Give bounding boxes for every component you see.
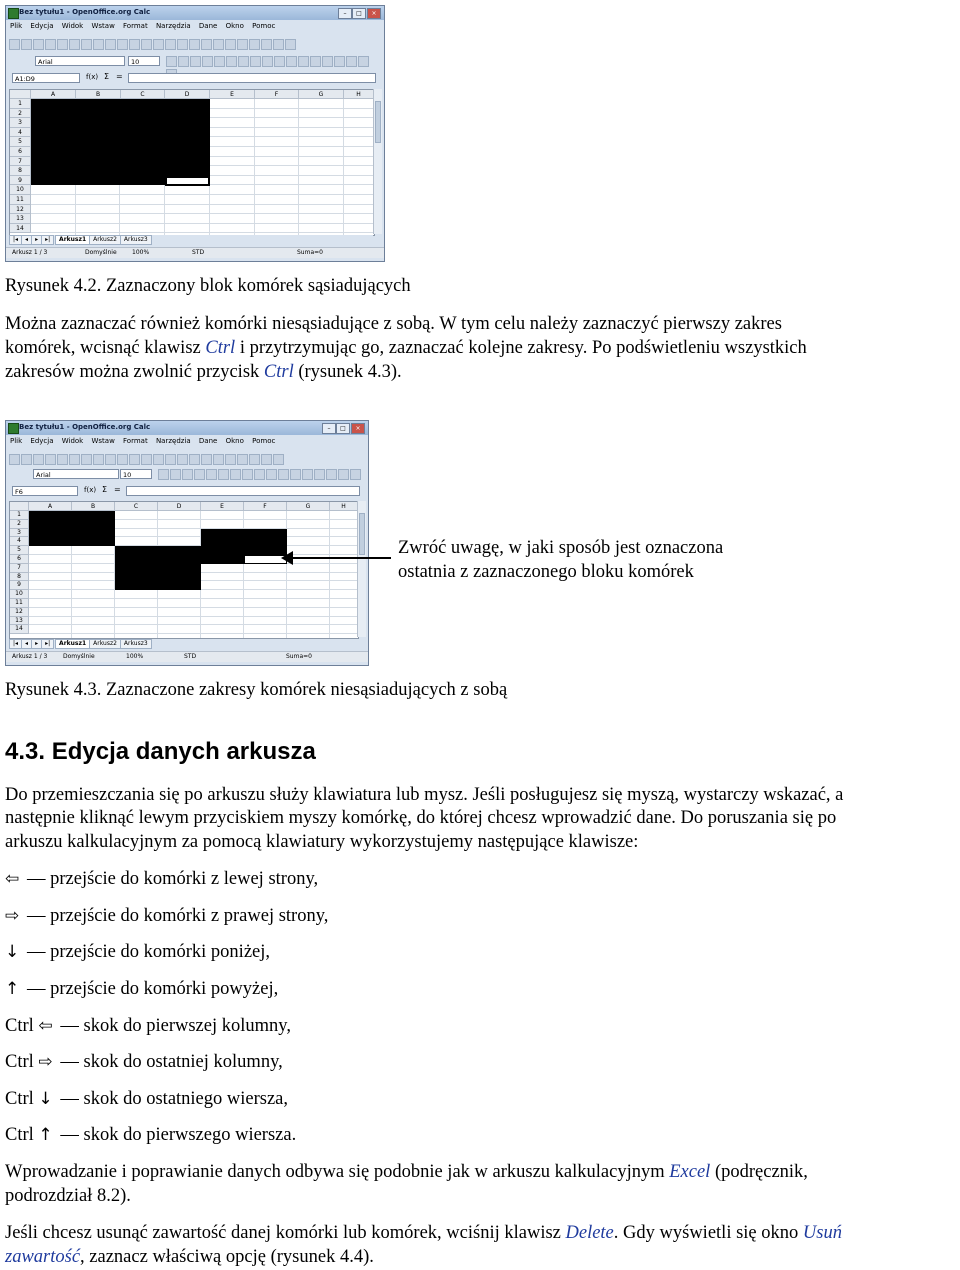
hyperlink-icon[interactable] — [201, 39, 212, 50]
key-prefix: Ctrl — [5, 1089, 39, 1109]
merge-icon[interactable] — [250, 56, 261, 67]
arrow-right-icon: ⇨ — [38, 1052, 53, 1072]
tab-arkusz1[interactable]: Arkusz1 — [55, 235, 90, 245]
column-header-c[interactable]: C — [115, 502, 158, 511]
key-description: — skok do ostatniego wiersza, — [60, 1089, 289, 1109]
font-size-select[interactable]: 10 — [120, 469, 152, 479]
redo-icon[interactable] — [189, 454, 200, 465]
column-header-d[interactable]: D — [165, 90, 210, 99]
preview-icon[interactable] — [93, 39, 104, 50]
find-icon[interactable] — [261, 39, 272, 50]
status-zoom[interactable]: 100% — [132, 249, 150, 256]
navigator-icon[interactable] — [273, 39, 284, 50]
chart-icon[interactable] — [237, 454, 248, 465]
row-gridline — [31, 194, 374, 195]
column-header-b[interactable]: B — [76, 90, 121, 99]
text-run: (rysunek 4.3). — [293, 362, 402, 382]
status-style: Domyślnie — [63, 653, 95, 660]
menu-item[interactable]: Dane — [198, 437, 218, 445]
remove-decimal-icon[interactable] — [302, 469, 313, 480]
column-header-g[interactable]: G — [287, 502, 330, 511]
status-sheet: Arkusz 1 / 3 — [12, 653, 48, 660]
arrow-up-icon: ↑ — [38, 1125, 53, 1145]
status-style: Domyślnie — [85, 249, 117, 256]
menu-item[interactable]: Edycja — [30, 437, 54, 445]
italic-icon[interactable] — [178, 56, 189, 67]
paragraph-line — [5, 1221, 842, 1245]
arrow-up-icon: ↑ — [5, 979, 20, 999]
column-header-a[interactable]: A — [29, 502, 72, 511]
calc-app-icon — [8, 8, 19, 19]
sort-desc-icon[interactable] — [225, 39, 236, 50]
column-header-a[interactable]: A — [31, 90, 76, 99]
pdf-icon[interactable] — [69, 39, 80, 50]
arrow-left-icon: ⇦ — [38, 1016, 53, 1036]
section-heading: 4.3. Edycja danych arkusza — [5, 738, 316, 765]
percent-icon[interactable] — [274, 56, 285, 67]
tab-nav-next-icon[interactable]: ▸ — [31, 235, 42, 245]
align-left-icon[interactable] — [202, 56, 213, 67]
row-header[interactable]: 14 — [10, 224, 31, 234]
key-list-item — [5, 1123, 296, 1147]
arrow-left-icon: ⇦ — [5, 869, 20, 889]
figure-caption-4-2: Rysunek 4.2. Zaznaczony blok komórek sąsiadujących — [5, 276, 411, 296]
tab-nav-prev-icon[interactable]: ◂ — [21, 235, 32, 245]
row-header[interactable]: 3 — [10, 529, 29, 538]
menu-item[interactable]: Okno — [225, 22, 244, 30]
row-header[interactable]: 8 — [10, 166, 31, 176]
minimize-icon[interactable]: – — [322, 423, 336, 434]
key-list-item — [5, 1050, 283, 1074]
sheet-grid[interactable] — [9, 89, 375, 236]
tab-nav-first-icon[interactable]: |◂ — [9, 235, 22, 245]
paragraph-line — [5, 1160, 808, 1184]
tab-nav-next-icon[interactable]: ▸ — [31, 639, 42, 649]
menu-item[interactable]: Format — [123, 437, 148, 445]
row-header[interactable]: 1 — [10, 511, 29, 520]
callout-arrow-shaft — [291, 557, 391, 559]
text-run: . Gdy wyświetli się okno — [613, 1223, 803, 1243]
align-center-icon[interactable] — [214, 56, 225, 67]
edit-icon[interactable] — [57, 39, 68, 50]
save-icon[interactable] — [33, 39, 44, 50]
equals-icon[interactable]: = — [116, 72, 123, 81]
row-header[interactable]: 12 — [10, 608, 29, 617]
find-icon[interactable] — [261, 454, 272, 465]
status-bar — [6, 247, 384, 258]
function-wizard-icon[interactable]: f(x) — [84, 486, 97, 494]
text-run: (podręcznik, — [710, 1162, 808, 1182]
key-list-item — [5, 867, 318, 891]
hyperlink-icon[interactable] — [201, 454, 212, 465]
save-icon[interactable] — [33, 454, 44, 465]
column-header-f[interactable]: F — [244, 502, 287, 511]
text-run: Jeśli chcesz usunąć zawartość danej komórki lub komórek, wciśnij klawisz — [5, 1223, 566, 1243]
row-header[interactable]: 11 — [10, 599, 29, 608]
selected-range-c5-d9[interactable] — [115, 546, 201, 590]
column-header-g[interactable]: G — [299, 90, 344, 99]
format-paintbrush-icon[interactable] — [165, 454, 176, 465]
row-header[interactable]: 2 — [10, 109, 31, 119]
menu-item[interactable]: Pomoc — [252, 22, 276, 30]
row-gridline — [31, 213, 374, 214]
formula-input[interactable] — [128, 73, 376, 83]
tab-nav-prev-icon[interactable]: ◂ — [21, 639, 32, 649]
key-description: — przejście do komórki powyżej, — [27, 979, 279, 999]
row-gridline — [31, 223, 374, 224]
function-wizard-icon[interactable]: f(x) — [86, 73, 99, 81]
status-mode[interactable]: STD — [184, 653, 197, 660]
navigator-icon[interactable] — [273, 454, 284, 465]
arrow-down-icon: ↓ — [5, 942, 20, 962]
paragraph-line — [5, 360, 402, 384]
italic-icon[interactable] — [170, 469, 181, 480]
currency-icon[interactable] — [262, 56, 273, 67]
preview-icon[interactable] — [93, 454, 104, 465]
spreadsheet-window-1 — [5, 5, 385, 262]
chart-icon[interactable] — [237, 39, 248, 50]
column-header-h[interactable]: H — [330, 502, 358, 511]
callout-text: ostatnia z zaznaczonego bloku komórek — [398, 562, 694, 582]
maximize-icon[interactable]: □ — [336, 423, 350, 434]
row-gridline — [29, 607, 358, 608]
minimize-icon[interactable]: – — [338, 8, 352, 19]
open-icon[interactable] — [21, 454, 32, 465]
format-paintbrush-icon[interactable] — [165, 39, 176, 50]
key-name: Delete — [565, 1223, 614, 1243]
maximize-icon[interactable]: □ — [352, 8, 366, 19]
paragraph-line: Do przemieszczania się po arkuszu służy klawiatura lub mysz. Jeśli posługujesz się myszą, wystarczy wskazać, a — [5, 785, 844, 805]
cut-icon[interactable] — [129, 39, 140, 50]
row-header[interactable]: 5 — [10, 546, 29, 555]
paragraph-line — [5, 336, 807, 360]
row-header[interactable]: 13 — [10, 214, 31, 224]
row-header[interactable]: 9 — [10, 176, 31, 186]
draw-icon[interactable] — [249, 454, 260, 465]
menu-item[interactable]: Plik — [10, 437, 23, 445]
column-gridline — [298, 99, 299, 236]
menu-item[interactable]: Narzędzia — [155, 437, 191, 445]
align-center-icon[interactable] — [206, 469, 217, 480]
column-header-h[interactable]: H — [344, 90, 374, 99]
print-icon[interactable] — [81, 454, 92, 465]
menu-item[interactable]: Wstaw — [91, 437, 115, 445]
menu-item[interactable]: Wstaw — [91, 22, 115, 30]
key-name: Ctrl — [205, 338, 236, 358]
active-cell-d9[interactable] — [165, 176, 210, 186]
status-zoom[interactable]: 100% — [126, 653, 144, 660]
row-header[interactable]: 12 — [10, 205, 31, 215]
percent-icon[interactable] — [266, 469, 277, 480]
dialog-name: Usuń — [802, 1223, 842, 1243]
cut-icon[interactable] — [129, 454, 140, 465]
row-header[interactable]: 5 — [10, 137, 31, 147]
tab-arkusz3[interactable]: Arkusz3 — [120, 639, 152, 649]
text-run: , zaznacz właściwą opcję (rysunek 4.4). — [80, 1247, 374, 1267]
paste-icon[interactable] — [153, 39, 164, 50]
formatting-toolbar — [158, 467, 365, 481]
name-box[interactable]: F6 — [12, 486, 78, 496]
column-gridline — [329, 511, 330, 639]
row-header[interactable]: 3 — [10, 118, 31, 128]
column-header-f[interactable]: F — [255, 90, 299, 99]
background-color-icon[interactable] — [358, 56, 369, 67]
arrow-right-icon: ⇨ — [5, 906, 20, 926]
figure-caption-4-3: Rysunek 4.3. Zaznaczone zakresy komórek niesąsiadujących z sobą — [5, 680, 508, 700]
row-header[interactable]: 4 — [10, 128, 31, 138]
standard-toolbar — [9, 452, 365, 466]
font-size-select[interactable]: 10 — [128, 56, 160, 66]
merge-icon[interactable] — [242, 469, 253, 480]
column-header-e[interactable]: E — [210, 90, 255, 99]
tab-arkusz3[interactable]: Arkusz3 — [120, 235, 152, 245]
column-header-c[interactable]: C — [121, 90, 165, 99]
menu-bar — [10, 22, 281, 30]
edit-icon[interactable] — [57, 454, 68, 465]
add-decimal-icon[interactable] — [298, 56, 309, 67]
redo-icon[interactable] — [189, 39, 200, 50]
sum-icon[interactable]: Σ — [102, 485, 108, 494]
column-gridline — [254, 99, 255, 236]
menu-item[interactable]: Dane — [198, 22, 218, 30]
copy-icon[interactable] — [141, 454, 152, 465]
align-right-icon[interactable] — [218, 469, 229, 480]
formatting-toolbar — [166, 54, 381, 68]
align-left-icon[interactable] — [194, 469, 205, 480]
menu-item[interactable]: Format — [123, 22, 148, 30]
key-description: — skok do pierwszej kolumny, — [60, 1016, 291, 1036]
key-list-item — [5, 940, 270, 964]
standard-toolbar — [9, 37, 381, 51]
sheet-grid[interactable] — [9, 501, 359, 639]
help-icon[interactable] — [285, 39, 296, 50]
app-name: Excel — [669, 1162, 711, 1182]
key-description: — przejście do komórki poniżej, — [27, 942, 271, 962]
spellcheck-icon[interactable] — [105, 39, 116, 50]
scrollbar-thumb[interactable] — [359, 513, 365, 555]
menu-item[interactable]: Widok — [61, 22, 84, 30]
sort-asc-icon[interactable] — [213, 39, 224, 50]
sort-desc-icon[interactable] — [225, 454, 236, 465]
row-gridline — [29, 598, 358, 599]
underline-icon[interactable] — [182, 469, 193, 480]
remove-decimal-icon[interactable] — [310, 56, 321, 67]
menu-item[interactable]: Narzędzia — [155, 22, 191, 30]
window-title: Bez tytułu1 - OpenOffice.org Calc — [19, 8, 151, 16]
sort-asc-icon[interactable] — [213, 454, 224, 465]
row-header[interactable]: 11 — [10, 195, 31, 205]
key-description: — przejście do komórki z lewej strony, — [27, 869, 319, 889]
text-run: i przytrzymując go, zaznaczać kolejne zakresy. Po podświetleniu wszystkich — [235, 338, 807, 358]
key-list-item — [5, 1014, 291, 1038]
status-sheet: Arkusz 1 / 3 — [12, 249, 48, 256]
status-sum: Suma=0 — [297, 249, 323, 256]
title-bar — [6, 421, 368, 435]
selected-range-a1-d9[interactable] — [31, 99, 210, 185]
paragraph-line: Można zaznaczać również komórki niesąsiadujące z sobą. W tym celu należy zaznaczyć pierwszy zakres — [5, 314, 782, 334]
undo-icon[interactable] — [177, 39, 188, 50]
key-description: — skok do pierwszego wiersza. — [60, 1125, 297, 1145]
spellcheck-icon[interactable] — [105, 454, 116, 465]
callout-text: Zwróć uwagę, w jaki sposób jest oznaczona — [398, 538, 724, 558]
spreadsheet-window-2 — [5, 420, 369, 666]
name-box[interactable]: A1:D9 — [12, 73, 80, 83]
key-prefix: Ctrl — [5, 1125, 39, 1145]
column-header-d[interactable]: D — [158, 502, 201, 511]
row-header[interactable]: 4 — [10, 537, 29, 546]
window-title: Bez tytułu1 - OpenOffice.org Calc — [19, 423, 151, 431]
row-header[interactable]: 7 — [10, 157, 31, 167]
calc-app-icon — [8, 423, 19, 434]
add-decimal-icon[interactable] — [290, 469, 301, 480]
sheet-tabs — [9, 639, 357, 649]
key-description: — przejście do komórki z prawej strony, — [27, 906, 329, 926]
menu-item[interactable]: Pomoc — [252, 437, 276, 445]
key-list-item — [5, 1087, 288, 1111]
key-prefix: Ctrl — [5, 1016, 39, 1036]
row-gridline — [31, 204, 374, 205]
key-description: — skok do ostatniej kolumny, — [60, 1052, 283, 1072]
tab-nav-last-icon[interactable]: ▸| — [41, 235, 54, 245]
copy-icon[interactable] — [141, 39, 152, 50]
align-right-icon[interactable] — [226, 56, 237, 67]
menu-item[interactable]: Okno — [225, 437, 244, 445]
bold-icon[interactable] — [158, 469, 169, 480]
vertical-scrollbar[interactable] — [357, 501, 366, 637]
vertical-scrollbar[interactable] — [373, 89, 382, 234]
status-bar — [6, 651, 368, 662]
menu-item[interactable]: Edycja — [30, 22, 54, 30]
scrollbar-thumb[interactable] — [375, 101, 381, 143]
undo-icon[interactable] — [177, 454, 188, 465]
row-gridline — [29, 616, 358, 617]
dialog-name: zawartość — [5, 1247, 81, 1267]
indent-icon[interactable] — [314, 469, 325, 480]
close-icon[interactable]: × — [351, 423, 365, 434]
font-name-select[interactable]: Arial — [35, 56, 125, 66]
formula-input[interactable] — [126, 486, 360, 496]
row-gridline — [29, 633, 358, 634]
number-icon[interactable] — [286, 56, 297, 67]
key-name: Ctrl — [263, 362, 294, 382]
new-document-icon[interactable] — [9, 39, 20, 50]
open-icon[interactable] — [21, 39, 32, 50]
new-document-icon[interactable] — [9, 454, 20, 465]
tab-arkusz2[interactable]: Arkusz2 — [89, 639, 121, 649]
borders-icon[interactable] — [346, 56, 357, 67]
key-prefix: Ctrl — [5, 1052, 39, 1072]
row-header[interactable]: 7 — [10, 564, 29, 573]
row-gridline — [29, 624, 358, 625]
paste-icon[interactable] — [153, 454, 164, 465]
draw-icon[interactable] — [249, 39, 260, 50]
menu-bar — [10, 437, 281, 445]
key-list-item — [5, 977, 278, 1001]
close-icon[interactable]: × — [367, 8, 381, 19]
row-header[interactable]: 1 — [10, 99, 31, 109]
outdent-icon[interactable] — [334, 56, 345, 67]
text-run: komórek, wcisnąć klawisz — [5, 338, 206, 358]
autospell-icon[interactable] — [117, 39, 128, 50]
key-list-item — [5, 904, 328, 928]
menu-item[interactable]: Plik — [10, 22, 23, 30]
borders-icon[interactable] — [338, 469, 349, 480]
sum-icon[interactable]: Σ — [104, 72, 110, 81]
row-header[interactable]: 6 — [10, 555, 29, 564]
paragraph-line — [5, 1245, 374, 1269]
equals-icon[interactable]: = — [114, 485, 121, 494]
email-icon[interactable] — [45, 39, 56, 50]
font-name-select[interactable]: Arial — [33, 469, 119, 479]
selected-range-a1-b4[interactable] — [29, 511, 115, 546]
email-icon[interactable] — [45, 454, 56, 465]
paragraph-line: następnie kliknąć lewym przyciskiem myszy komórkę, do której chcesz wprowadzić dane. Do poruszania się po — [5, 808, 837, 828]
bold-icon[interactable] — [166, 56, 177, 67]
corner-cell[interactable] — [10, 502, 29, 511]
row-header[interactable]: 10 — [10, 590, 29, 599]
text-run: Wprowadzanie i poprawianie danych odbywa się podobnie jak w arkuszu kalkulacyjnym — [5, 1162, 670, 1182]
row-gridline — [31, 232, 374, 233]
column-header-b[interactable]: B — [72, 502, 115, 511]
underline-icon[interactable] — [190, 56, 201, 67]
justify-icon[interactable] — [230, 469, 241, 480]
sheet-tabs — [9, 235, 373, 245]
autospell-icon[interactable] — [117, 454, 128, 465]
row-header[interactable]: 6 — [10, 147, 31, 157]
background-color-icon[interactable] — [350, 469, 361, 480]
row-header[interactable]: 14 — [10, 625, 29, 634]
currency-icon[interactable] — [254, 469, 265, 480]
paragraph-line: arkuszu kalkulacyjnym za pomocą klawiatury wykorzystujemy następujące klawisze: — [5, 832, 639, 852]
column-gridline — [343, 99, 344, 236]
justify-icon[interactable] — [238, 56, 249, 67]
menu-item[interactable]: Widok — [61, 437, 84, 445]
paragraph-line: podrozdział 8.2). — [5, 1186, 131, 1206]
row-header[interactable]: 9 — [10, 581, 29, 590]
tab-nav-last-icon[interactable]: ▸| — [41, 639, 54, 649]
pdf-icon[interactable] — [69, 454, 80, 465]
corner-cell[interactable] — [10, 90, 31, 99]
indent-icon[interactable] — [322, 56, 333, 67]
tab-arkusz2[interactable]: Arkusz2 — [89, 235, 121, 245]
number-icon[interactable] — [278, 469, 289, 480]
row-header[interactable]: 13 — [10, 617, 29, 626]
tab-nav-first-icon[interactable]: |◂ — [9, 639, 22, 649]
row-header[interactable]: 8 — [10, 573, 29, 582]
text-run: zakresów można zwolnić przycisk — [5, 362, 264, 382]
column-header-e[interactable]: E — [201, 502, 244, 511]
row-header[interactable]: 2 — [10, 520, 29, 529]
print-icon[interactable] — [81, 39, 92, 50]
title-bar — [6, 6, 384, 20]
row-header[interactable]: 10 — [10, 185, 31, 195]
tab-arkusz1[interactable]: Arkusz1 — [55, 639, 90, 649]
status-mode[interactable]: STD — [192, 249, 205, 256]
status-sum: Suma=0 — [286, 653, 312, 660]
outdent-icon[interactable] — [326, 469, 337, 480]
arrow-down-icon: ↓ — [38, 1089, 53, 1109]
